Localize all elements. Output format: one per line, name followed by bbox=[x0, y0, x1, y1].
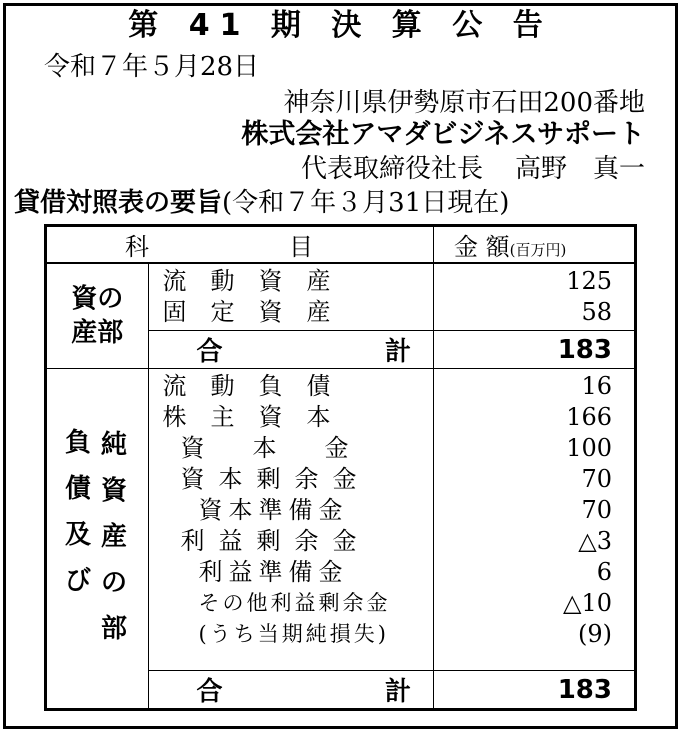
liab-item-other-retained: その他利益剰余金 bbox=[198, 591, 391, 615]
liabilities-row bbox=[46, 369, 636, 671]
amount-header-label: 金 額 bbox=[453, 233, 510, 261]
notice-date: 令和７年５月28日 bbox=[44, 52, 260, 82]
liab-cat-char: 産 bbox=[100, 522, 127, 552]
liabilities-values bbox=[433, 369, 635, 671]
assets-category bbox=[46, 263, 149, 369]
balance-sheet-subtitle bbox=[14, 186, 509, 220]
subtitle-date: (令和７年３月31日現在) bbox=[222, 188, 510, 218]
liab-value: △10 bbox=[563, 589, 612, 617]
item-header-right: 目 bbox=[288, 233, 313, 261]
liab-value: 100 bbox=[566, 434, 612, 462]
liab-item-net-loss: (うち当期純損失) bbox=[198, 622, 389, 646]
liab-item-capital-surplus: 資本剰余金 bbox=[180, 465, 371, 493]
liab-value: 70 bbox=[581, 465, 612, 493]
asset-value-fixed: 58 bbox=[581, 298, 612, 326]
assets-total-label-left: 合 bbox=[196, 337, 223, 367]
liab-item-capital: 資 本 金 bbox=[180, 434, 349, 462]
subtitle-main: 貸借対照表の要旨 bbox=[14, 188, 223, 218]
balance-sheet-table bbox=[44, 224, 637, 711]
liabilities-total-value: 183 bbox=[433, 671, 635, 710]
liab-value: 6 bbox=[596, 558, 612, 586]
company-name: 株式会社アマダビジネスサポート bbox=[241, 119, 645, 150]
liab-item-capital-reserve: 資本準備金 bbox=[198, 496, 349, 524]
liabilities-category-col2 bbox=[99, 429, 129, 659]
liab-value: 16 bbox=[581, 372, 612, 400]
liab-cat-char: 債 bbox=[64, 474, 91, 504]
liabilities-category-col1 bbox=[63, 427, 93, 611]
assets-category-line2: 産部 bbox=[71, 318, 124, 348]
liab-item-legal-reserve: 利益準備金 bbox=[198, 558, 349, 586]
item-header bbox=[46, 226, 434, 264]
liab-item-current: 流 動 負 債 bbox=[162, 372, 331, 400]
assets-total-label-right: 計 bbox=[384, 337, 411, 367]
liab-item-retained-earnings: 利益剰余金 bbox=[180, 527, 371, 555]
representative-name: 高野 真一 bbox=[514, 154, 645, 184]
liab-cat-char: の bbox=[100, 568, 127, 598]
amount-unit: (百万円) bbox=[509, 241, 567, 259]
asset-item-current: 流 動 資 産 bbox=[162, 267, 331, 295]
representative-title: 代表取締役社長 bbox=[300, 154, 483, 184]
liab-value: 70 bbox=[581, 496, 612, 524]
liab-value: △3 bbox=[578, 527, 612, 555]
liab-cat-char: び bbox=[64, 566, 91, 596]
liab-cat-char: 及 bbox=[64, 520, 91, 550]
liab-cat-char: 純 bbox=[100, 430, 127, 460]
page-title: 第 41 期 決 算 公 告 bbox=[128, 8, 553, 43]
liab-cat-char: 負 bbox=[64, 428, 91, 458]
liabilities-total-label bbox=[148, 671, 433, 710]
liab-cat-char: 部 bbox=[100, 614, 127, 644]
asset-item-fixed: 固 定 資 産 bbox=[162, 298, 331, 326]
table-header-row bbox=[46, 226, 636, 264]
liab-item-shareholders-equity: 株 主 資 本 bbox=[162, 403, 331, 431]
liabilities-category bbox=[46, 369, 149, 710]
liabilities-total-label-left: 合 bbox=[196, 677, 223, 707]
company-address: 神奈川県伊勢原市石田200番地 bbox=[283, 88, 645, 118]
asset-value-current: 125 bbox=[566, 267, 612, 295]
item-header-left: 科 bbox=[125, 233, 149, 261]
assets-values bbox=[433, 263, 635, 331]
assets-row bbox=[46, 263, 636, 331]
liab-value: 166 bbox=[566, 403, 612, 431]
liab-cat-char: 資 bbox=[100, 476, 127, 506]
assets-category-line1: 資の bbox=[71, 284, 124, 314]
liab-value: (9) bbox=[578, 620, 612, 648]
assets-total-value: 183 bbox=[433, 331, 635, 369]
liabilities-items bbox=[148, 369, 433, 671]
assets-items bbox=[148, 263, 433, 331]
assets-total-label bbox=[148, 331, 433, 369]
representative bbox=[301, 152, 645, 186]
liabilities-total-label-right: 計 bbox=[384, 677, 411, 707]
amount-header bbox=[433, 226, 635, 264]
